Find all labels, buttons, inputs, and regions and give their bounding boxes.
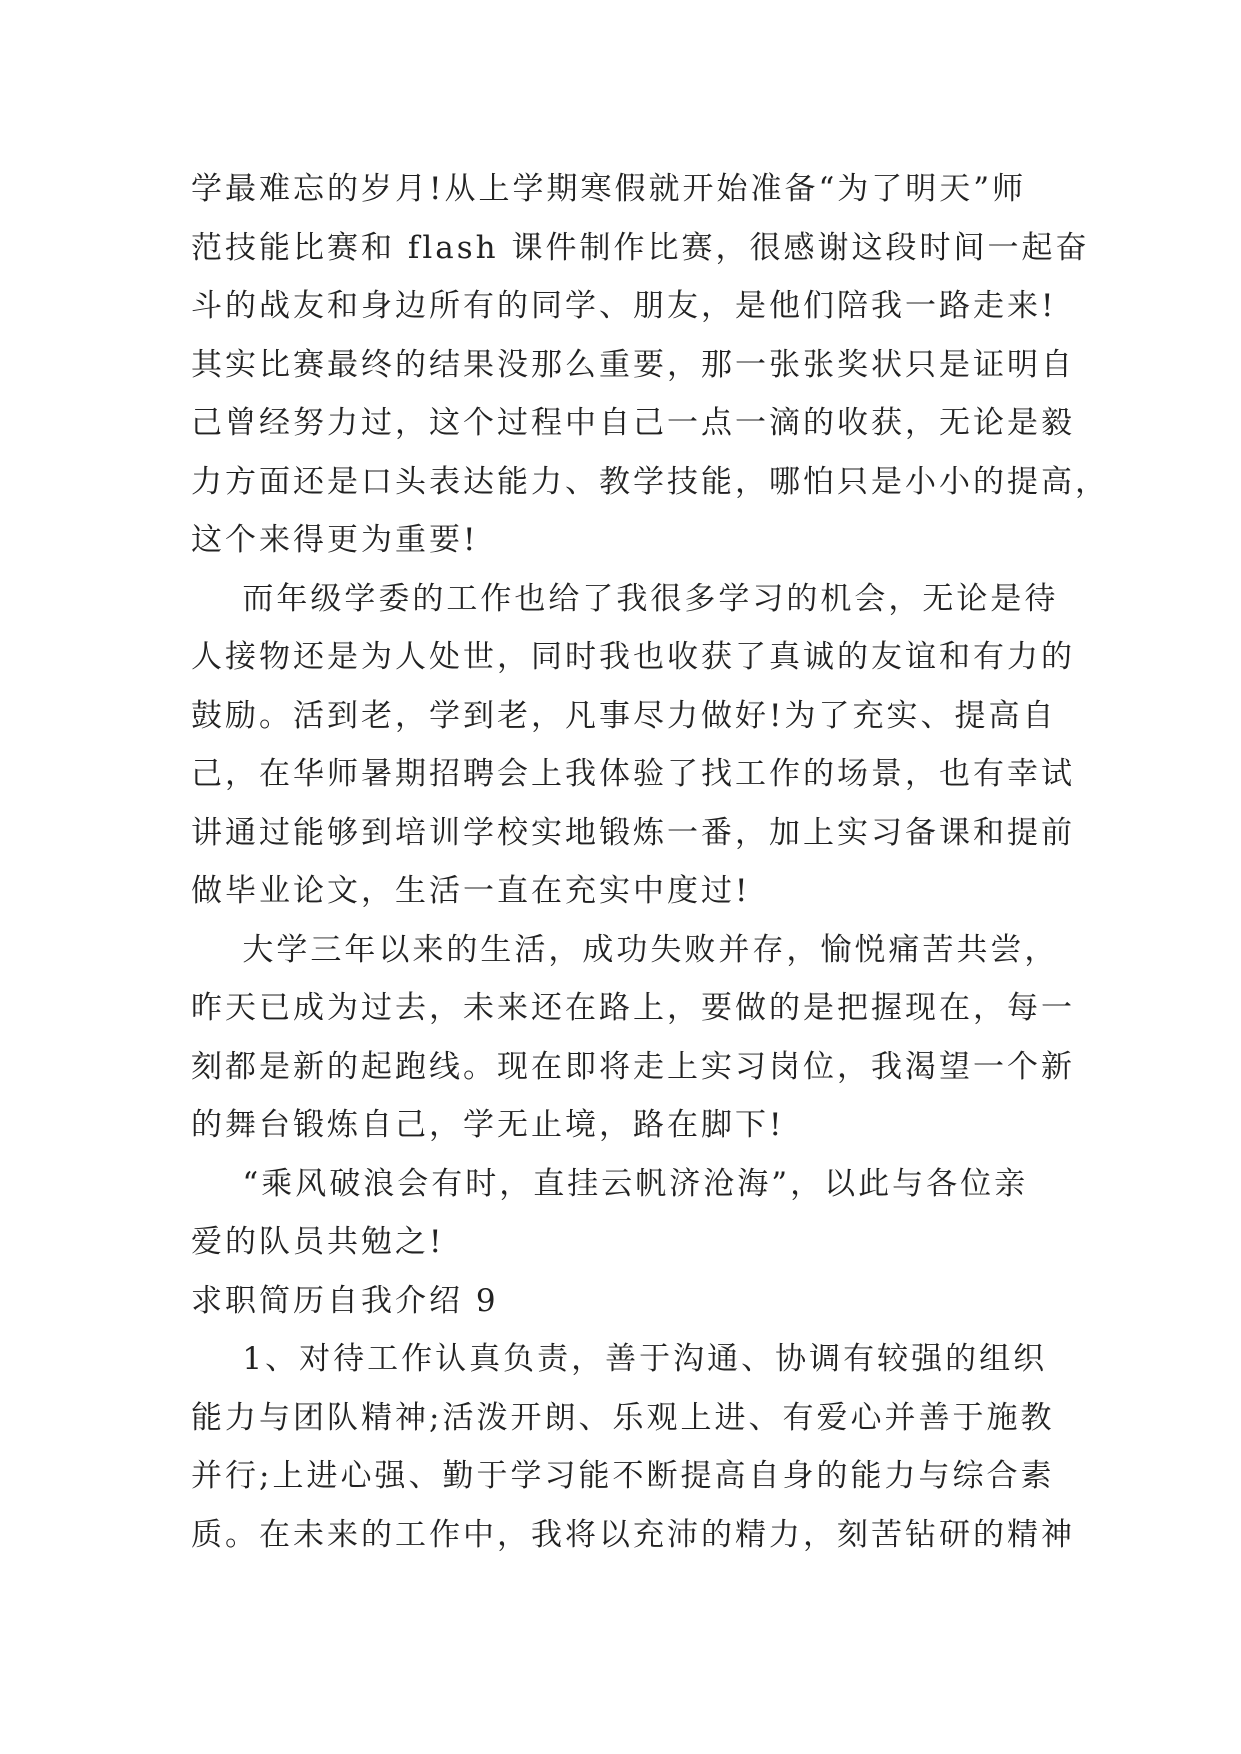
text-line: 讲通过能够到培训学校实地锻炼一番，加上实习备课和提前 bbox=[191, 814, 1075, 851]
text-line: 斗的战友和身边所有的同学、朋友，是他们陪我一路走来! bbox=[191, 288, 1057, 324]
text-line: 并行;上进心强、勤于学习能不断提高自身的能力与综合素 bbox=[191, 1458, 1055, 1494]
text-line: 范技能比赛和 flash 课件制作比赛，很感谢这段时间一起奋 bbox=[191, 229, 1090, 266]
text-line: 这个来得更为重要! bbox=[191, 522, 479, 558]
text-line: 学最难忘的岁月!从上学期寒假就开始准备“为了明天”师 bbox=[191, 171, 1027, 207]
text-line: 质。在未来的工作中，我将以充沛的精力，刻苦钻研的精神 bbox=[191, 1516, 1075, 1553]
text-line: 力方面还是口头表达能力、教学技能，哪怕只是小小的提高， bbox=[191, 463, 1109, 500]
text-line: 而年级学委的工作也给了我很多学习的机会，无论是待 bbox=[191, 580, 1059, 617]
text-line: 能力与团队精神;活泼开朗、乐观上进、有爱心并善于施教 bbox=[191, 1399, 1055, 1436]
text-line: 爱的队员共勉之! bbox=[191, 1224, 445, 1260]
text-line: 做毕业论文，生活一直在充实中度过! bbox=[191, 873, 751, 909]
text-line: 1、对待工作认真负责，善于沟通、协调有较强的组织 bbox=[191, 1341, 1048, 1377]
text-line: 昨天已成为过去，未来还在路上，要做的是把握现在，每一 bbox=[191, 990, 1075, 1026]
text-line: 己曾经努力过，这个过程中自己一点一滴的收获，无论是毅 bbox=[191, 405, 1075, 441]
section-heading: 求职简历自我介绍 9 bbox=[191, 1282, 499, 1319]
text-line: 大学三年以来的生活，成功失败并存，愉悦痛苦共尝， bbox=[191, 931, 1059, 968]
text-line: 己，在华师暑期招聘会上我体验了找工作的场景，也有幸试 bbox=[191, 756, 1075, 792]
text-line: “乘风破浪会有时，直挂云帆济沧海”，以此与各位亲 bbox=[191, 1165, 1029, 1202]
text-line: 鼓励。活到老，学到老，凡事尽力做好!为了充实、提高自 bbox=[191, 697, 1057, 734]
text-line: 的舞台锻炼自己，学无止境，路在脚下! bbox=[191, 1107, 785, 1143]
text-line: 人接物还是为人处世，同时我也收获了真诚的友谊和有力的 bbox=[191, 639, 1075, 675]
text-line: 其实比赛最终的结果没那么重要，那一张张奖状只是证明自 bbox=[191, 346, 1075, 383]
document-body bbox=[191, 160, 1109, 1564]
text-line: 刻都是新的起跑线。现在即将走上实习岗位，我渴望一个新 bbox=[191, 1048, 1075, 1085]
